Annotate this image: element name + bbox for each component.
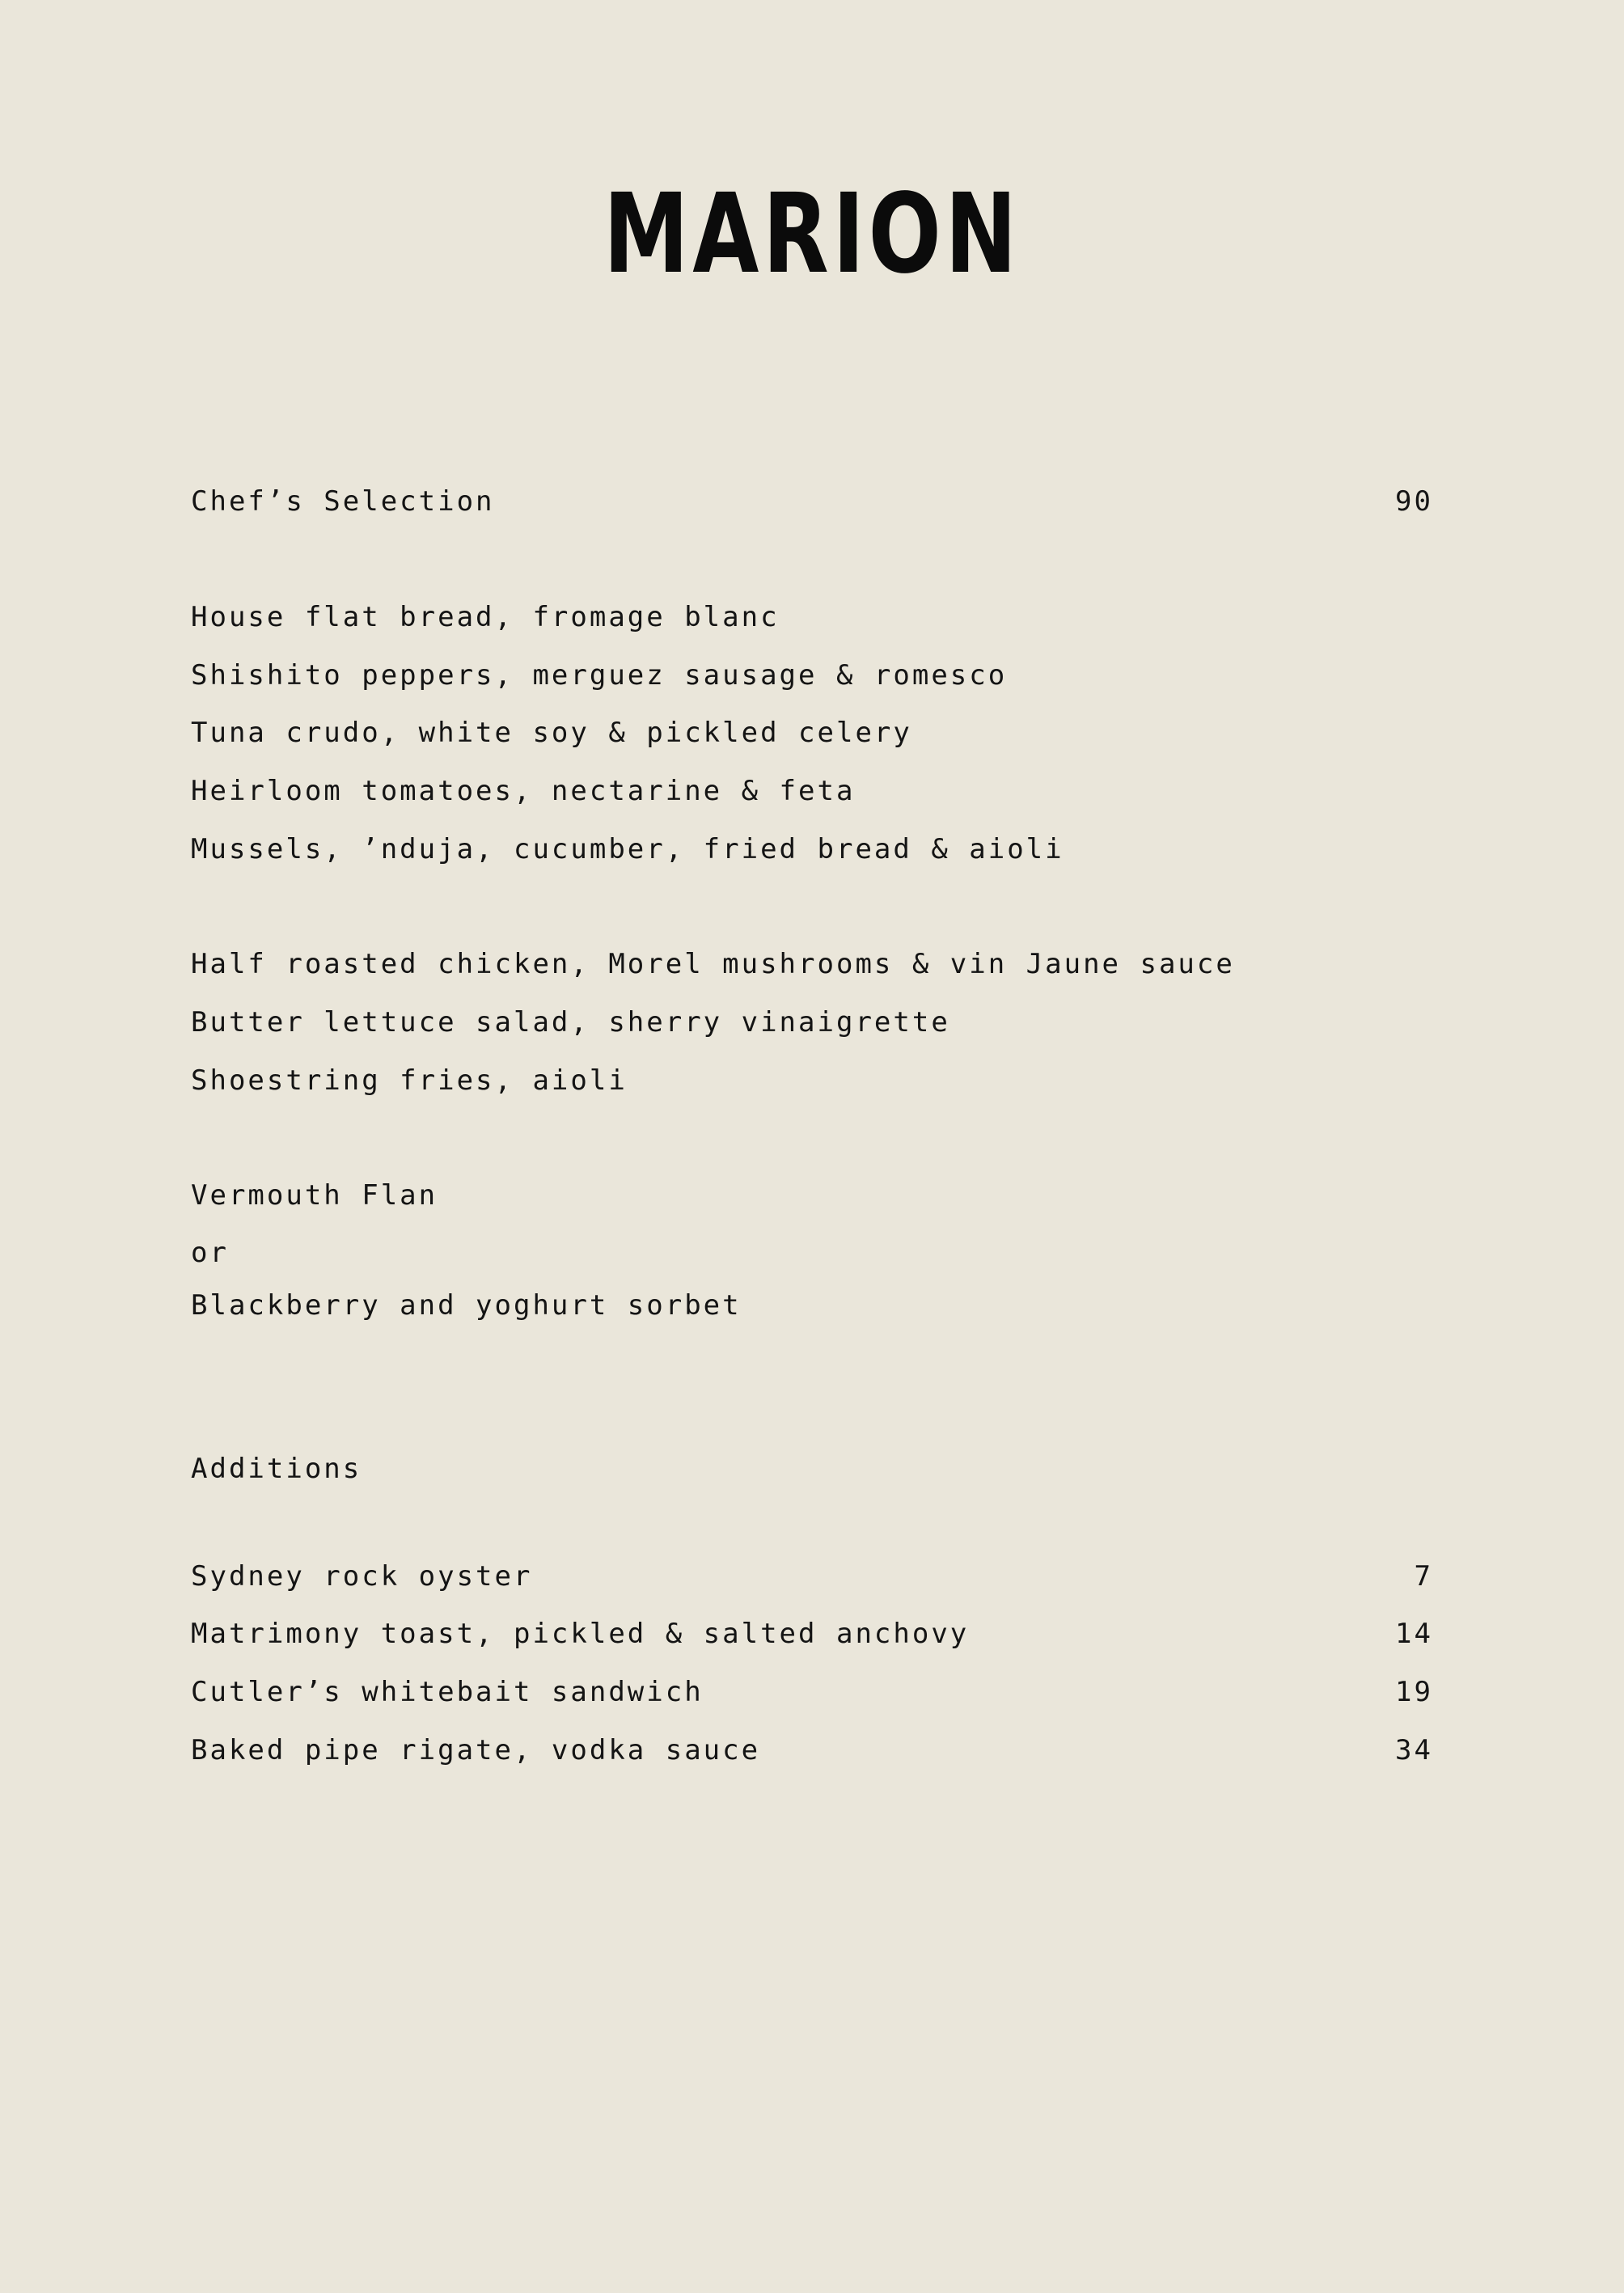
menu-item-name: Butter lettuce salad, sherry vinaigrette bbox=[191, 1006, 950, 1039]
menu-item-price: 19 bbox=[1395, 1676, 1433, 1708]
menu-item-name: House flat bread, fromage blanc bbox=[191, 601, 780, 633]
menu-item-separator: or bbox=[191, 1237, 229, 1269]
menu-item-price: 34 bbox=[1395, 1734, 1433, 1766]
menu-item bbox=[191, 1235, 1433, 1271]
menu-item bbox=[191, 1178, 1433, 1213]
menu-item-name: Tuna crudo, white soy & pickled celery bbox=[191, 717, 912, 749]
addition-item bbox=[191, 1674, 1433, 1710]
section-title: Additions bbox=[191, 1453, 362, 1485]
menu-item-name: Shishito peppers, merguez sausage & romesco bbox=[191, 659, 1008, 692]
menu-item-price: 7 bbox=[1414, 1560, 1433, 1593]
menu-item-name: Sydney rock oyster bbox=[191, 1560, 533, 1593]
section-title: Chef’s Selection bbox=[191, 485, 495, 518]
menu-item bbox=[191, 715, 1433, 751]
menu-item-name: Blackberry and yoghurt sorbet bbox=[191, 1289, 742, 1322]
restaurant-logo: MARION bbox=[603, 171, 1021, 298]
menu-item bbox=[191, 1063, 1433, 1098]
menu-item-name: Mussels, ’nduja, cucumber, fried bread & aioli bbox=[191, 833, 1064, 865]
menu-item bbox=[191, 831, 1433, 867]
menu-item bbox=[191, 773, 1433, 809]
menu-item-name: Heirloom tomatoes, nectarine & feta bbox=[191, 775, 856, 807]
menu-item-name: Shoestring fries, aioli bbox=[191, 1064, 628, 1097]
menu-item-name: Half roasted chicken, Morel mushrooms & vin Jaune sauce bbox=[191, 948, 1235, 980]
set-menu-price: 90 bbox=[1395, 485, 1433, 518]
additions-header bbox=[191, 1451, 1433, 1487]
menu-item-name: Matrimony toast, pickled & salted anchovy bbox=[191, 1618, 970, 1650]
addition-item bbox=[191, 1559, 1433, 1594]
menu-item bbox=[191, 599, 1433, 635]
addition-item bbox=[191, 1616, 1433, 1652]
menu-item-name: Vermouth Flan bbox=[191, 1179, 438, 1212]
menu-item-price: 14 bbox=[1395, 1618, 1433, 1650]
chefs-selection-header bbox=[191, 484, 1433, 519]
menu-item bbox=[191, 1288, 1433, 1323]
menu-item-name: Cutler’s whitebait sandwich bbox=[191, 1676, 704, 1708]
menu-item bbox=[191, 946, 1433, 982]
menu-item-name: Baked pipe rigate, vodka sauce bbox=[191, 1734, 761, 1766]
menu-item bbox=[191, 1005, 1433, 1040]
menu-item bbox=[191, 658, 1433, 693]
addition-item bbox=[191, 1732, 1433, 1768]
